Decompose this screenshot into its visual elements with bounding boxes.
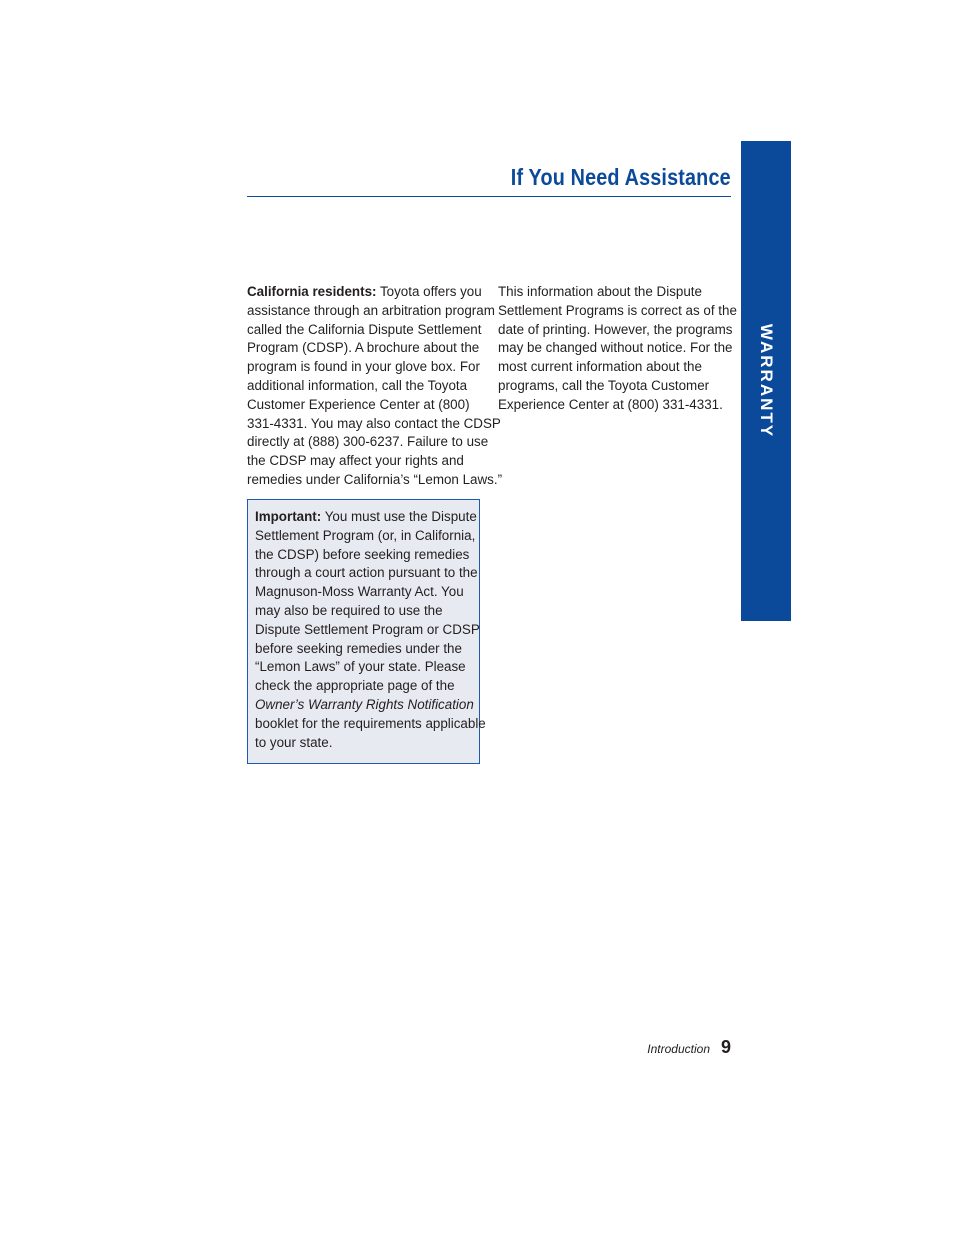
- header-divider: [247, 196, 731, 197]
- paragraph-line: date of printing. However, the programs: [498, 321, 733, 337]
- paragraph-line: additional information, call the Toyota: [247, 377, 468, 393]
- paragraph-line: California residents: Toyota offers you: [247, 284, 482, 299]
- notice-line: “Lemon Laws” of your state. Please: [255, 659, 466, 675]
- notice-line: through a court action pursuant to the: [255, 565, 478, 581]
- notice-line: may also be required to use the: [255, 602, 443, 618]
- paragraph-line: Experience Center at (800) 331-4331.: [498, 396, 723, 412]
- paragraph-line: the CDSP may affect your rights and: [247, 453, 464, 469]
- notice-line: Dispute Settlement Program or CDSP: [255, 621, 480, 637]
- paragraph-line: may be changed without notice. For the: [498, 340, 733, 356]
- notice-line: the CDSP) before seeking remedies: [255, 546, 470, 562]
- notice-line: to your state.: [255, 734, 333, 750]
- paragraph-line: programs, call the Toyota Customer: [498, 377, 710, 393]
- page-number: 9: [721, 1037, 732, 1057]
- notice-line: Settlement Program (or, in California,: [255, 527, 476, 543]
- notice-lead-in: Important:: [255, 509, 322, 524]
- notice-line: check the appropriate page of the: [255, 678, 455, 694]
- section-tab-label: WARRANTY: [757, 323, 776, 439]
- paragraph-line: called the California Dispute Settlement: [247, 321, 482, 337]
- paragraph-line: directly at (888) 300-6237. Failure to use: [247, 434, 489, 450]
- footer-section-label: Introduction: [647, 1042, 710, 1056]
- notice-line: before seeking remedies under the: [255, 640, 462, 656]
- notice-line: Important: You must use the Dispute: [255, 509, 477, 524]
- paragraph-line: most current information about the: [498, 359, 702, 375]
- important-notice-box: [247, 499, 486, 764]
- notice-line: Magnuson-Moss Warranty Act. You: [255, 584, 464, 600]
- paragraph-line: assistance through an arbitration program: [247, 302, 495, 318]
- paragraph-line: program is found in your glove box. For: [247, 359, 480, 375]
- paragraph-line: This information about the Dispute: [498, 284, 702, 299]
- left-column-text: [247, 283, 503, 490]
- paragraph-line: remedies under California’s “Lemon Laws.”: [247, 471, 503, 487]
- paragraph-line: Customer Experience Center at (800): [247, 396, 470, 412]
- paragraph-line: Settlement Programs is correct as of the: [498, 302, 737, 318]
- notice-line-italic: Owner’s Warranty Rights Notification: [255, 696, 474, 712]
- notice-line: booklet for the requirements applicable: [255, 715, 486, 731]
- right-column-text: [498, 283, 737, 415]
- paragraph-line: Program (CDSP). A brochure about the: [247, 340, 480, 356]
- section-tab: [741, 141, 791, 621]
- paragraph-line: 331-4331. You may also contact the CDSP: [247, 415, 501, 431]
- page-title: If You Need Assistance: [511, 164, 731, 190]
- lead-in: California residents:: [247, 284, 377, 299]
